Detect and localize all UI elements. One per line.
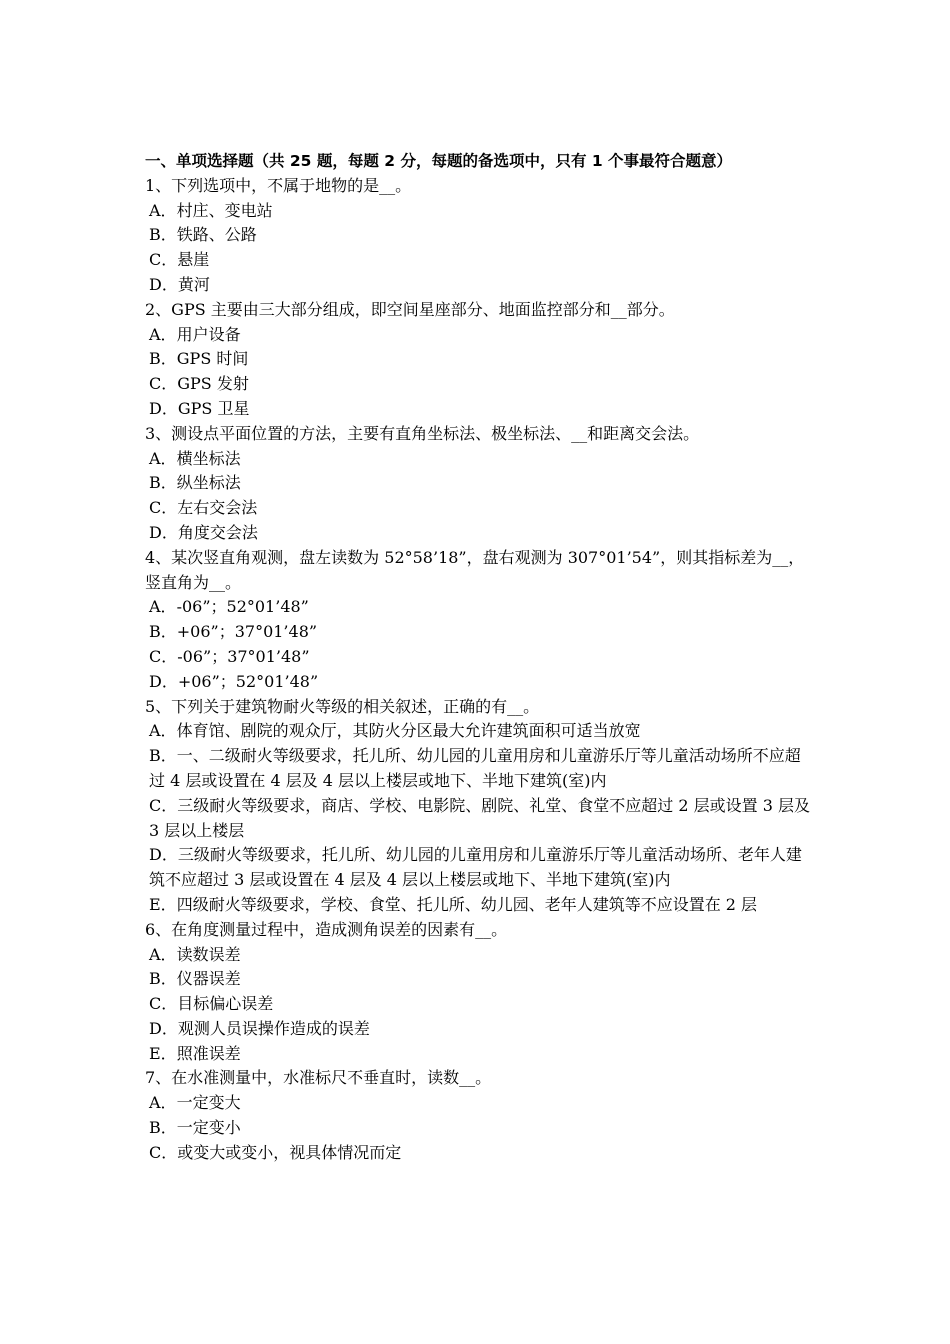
option-text: 三级耐火等级要求，商店、学校、电影院、剧院、礼堂、食堂不应超过 2 层或设置 3 层及 3 层以上楼层	[149, 795, 810, 840]
option-letter: C．	[149, 795, 178, 815]
option-letter: C．	[149, 250, 178, 270]
option-text: 村庄、变电站	[176, 200, 273, 220]
option-text: -06”；37°01’48”	[177, 646, 310, 666]
answer-option	[145, 372, 810, 397]
question-2	[145, 298, 810, 422]
answer-option	[145, 1141, 810, 1166]
option-text: 角度交会法	[177, 522, 258, 542]
option-text: 体育馆、剧院的观众厅，其防火分区最大允许建筑面积可适当放宽	[176, 721, 641, 741]
option-letter: A．	[149, 597, 177, 617]
option-text: 读数误差	[176, 944, 241, 964]
answer-option	[145, 992, 810, 1017]
answer-option	[145, 595, 810, 620]
answer-option	[145, 744, 810, 794]
option-letter: A．	[149, 944, 177, 964]
option-letter: C．	[149, 1142, 178, 1162]
answer-option	[145, 893, 810, 918]
option-letter: B．	[149, 473, 177, 493]
option-text: 四级耐火等级要求，学校、食堂、托儿所、幼儿园、老年人建筑等不应设置在 2 层	[176, 894, 758, 914]
answer-option	[145, 1091, 810, 1116]
answer-option	[145, 199, 810, 224]
option-letter: B．	[149, 225, 177, 245]
option-text: 左右交会法	[177, 498, 258, 518]
option-letter: C．	[149, 374, 178, 394]
option-letter: A．	[149, 200, 177, 220]
option-letter: A．	[149, 448, 177, 468]
option-letter: C．	[149, 646, 178, 666]
question-5	[145, 695, 810, 918]
option-letter: D．	[149, 522, 178, 542]
question-stem: 2、GPS 主要由三大部分组成，即空间星座部分、地面监控部分和__部分。	[145, 299, 675, 319]
option-text: 悬崖	[177, 250, 210, 270]
question-stem: 5、下列关于建筑物耐火等级的相关叙述，正确的有__。	[145, 696, 540, 716]
option-letter: B．	[149, 349, 177, 369]
option-text: +06”；52°01’48”	[177, 671, 319, 691]
answer-option	[145, 471, 810, 496]
option-text: 用户设备	[176, 324, 241, 344]
option-text: +06”；37°01’48”	[176, 622, 318, 642]
option-letter: D．	[149, 1018, 178, 1038]
option-text: 仪器误差	[176, 969, 241, 989]
document-page	[145, 149, 810, 1166]
option-text: 横坐标法	[176, 448, 241, 468]
option-text: -06”；52°01’48”	[176, 597, 309, 617]
question-stem: 4、某次竖直角观测，盘左读数为 52°58’18”，盘右观测为 307°01’54”，则其指标差为__，竖直角为__。	[145, 547, 805, 592]
option-letter: E．	[149, 1043, 177, 1063]
answer-option	[145, 496, 810, 521]
option-letter: A．	[149, 1093, 177, 1113]
option-text: 三级耐火等级要求，托儿所、幼儿园的儿童用房和儿童游乐厅等儿童活动场所、老年人建筑不应超过 3 层或设置在 4 层及 4 层以上楼层或地下、半地下建筑(室)内	[149, 845, 802, 890]
option-text: 或变大或变小，视具体情况而定	[177, 1142, 402, 1162]
answer-option	[145, 347, 810, 372]
option-letter: D．	[149, 274, 178, 294]
option-text: GPS 卫星	[177, 398, 250, 418]
answer-option	[145, 620, 810, 645]
option-letter: C．	[149, 498, 178, 518]
option-letter: D．	[149, 671, 178, 691]
question-7	[145, 1066, 810, 1165]
answer-option	[145, 1017, 810, 1042]
answer-option	[145, 248, 810, 273]
option-text: 一、二级耐火等级要求，托儿所、幼儿园的儿童用房和儿童游乐厅等儿童活动场所不应超过 4 层或设置在 4 层及 4 层以上楼层或地下、半地下建筑(室)内	[149, 746, 801, 790]
option-text: 纵坐标法	[176, 473, 241, 493]
option-text: 铁路、公路	[176, 225, 257, 245]
answer-option	[145, 967, 810, 992]
question-4	[145, 546, 810, 695]
answer-option	[145, 397, 810, 422]
option-letter: B．	[149, 1118, 177, 1138]
option-text: 黄河	[177, 274, 210, 294]
answer-option	[145, 843, 810, 893]
option-text: 观测人员误操作造成的误差	[177, 1018, 370, 1038]
option-letter: B．	[149, 622, 177, 642]
answer-option	[145, 223, 810, 248]
option-letter: A．	[149, 324, 177, 344]
option-text: 一定变大	[176, 1093, 241, 1113]
option-letter: E．	[149, 894, 177, 914]
answer-option	[145, 273, 810, 298]
option-letter: C．	[149, 994, 178, 1014]
question-stem: 1、下列选项中，不属于地物的是__。	[145, 175, 412, 195]
option-letter: D．	[149, 398, 178, 418]
option-letter: B．	[149, 746, 177, 766]
question-1	[145, 174, 810, 298]
answer-option	[145, 1116, 810, 1141]
answer-option	[145, 645, 810, 670]
option-text: GPS 时间	[176, 349, 249, 369]
answer-option	[145, 521, 810, 546]
answer-option	[145, 794, 810, 844]
option-letter: B．	[149, 969, 177, 989]
question-stem: 7、在水准测量中，水准标尺不垂直时，读数__。	[145, 1068, 492, 1088]
option-text: 目标偏心误差	[177, 994, 274, 1014]
option-text: 一定变小	[176, 1118, 241, 1138]
question-6	[145, 918, 810, 1067]
question-3	[145, 422, 810, 546]
answer-option	[145, 943, 810, 968]
question-list	[145, 174, 810, 1166]
option-text: GPS 发射	[177, 374, 249, 394]
option-text: 照准误差	[176, 1043, 241, 1063]
answer-option	[145, 719, 810, 744]
section-title: 一、单项选择题（共 25 题，每题 2 分，每题的备选项中，只有 1 个事最符合题意）	[145, 152, 733, 170]
answer-option	[145, 670, 810, 695]
answer-option	[145, 1042, 810, 1067]
answer-option	[145, 447, 810, 472]
answer-option	[145, 323, 810, 348]
option-letter: A．	[149, 721, 177, 741]
question-stem: 6、在角度测量过程中，造成测角误差的因素有__。	[145, 919, 508, 939]
option-letter: D．	[149, 845, 178, 865]
question-stem: 3、测设点平面位置的方法，主要有直角坐标法、极坐标法、__和距离交会法。	[145, 423, 700, 443]
